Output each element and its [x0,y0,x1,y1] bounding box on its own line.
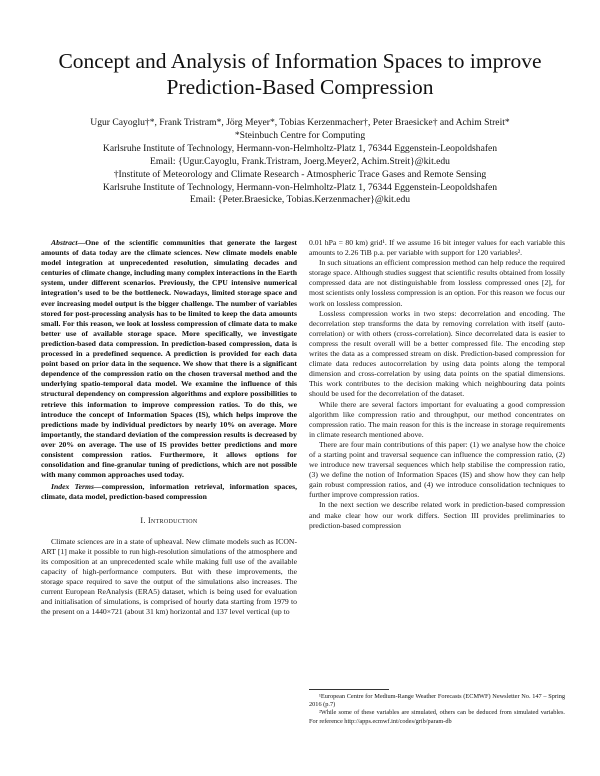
left-column [41,238,297,617]
index-terms-text: —compression, information retrieval, information spaces, climate, data model, prediction-based compression [41,482,297,502]
email-2: Email: {Peter.Braesicke, Tobias.Kerzenmacher}@kit.edu [189,194,411,206]
section-heading-introduction: I. Introduction [140,516,198,526]
right-paragraph-3: While there are several factors important for evaluating a good compression algorithm like compression ratio and throughput, our method concentrates on compression ratio. The main reason for this is the increase in storage requirements in climate research mentioned above. [309,399,565,439]
footnotes [309,689,565,726]
right-paragraph-4: There are four main contributions of this paper: (1) we analyse how the choice of a starting point and traversal sequence can influence the compression ratio, (2) we introduce new traversal sequences which help stabilise the compression ratio, (3) we define the notion of Information Spaces (IS) and show how they can help gain robust compression ratios, and (4) we introduce consolidation techniques to further improve compression ratios. [309,439,565,500]
right-paragraph-1: In such situations an efficient compression method can help reduce the required storage space. Although studies suggest that scientific results obtained from lossily compressed data are not distinguishable from lossless compressed ones [2], for most scientists only lossless compression is an option. For this reason we focus our work on lossless compression. [309,258,565,308]
right-paragraph-0: 0.01 hPa = 80 km) grid¹. If we assume 16 bit integer values for each variable this amounts to 2.26 TiB p.a. per variable with support for 120 variables². [309,238,565,258]
email-1: Email: {Ugur.Cayoglu, Frank.Tristram, Joerg.Meyer2, Achim.Streit}@kit.edu [150,155,450,167]
author-block [30,117,570,207]
intro-paragraph-1: Climate sciences are in a state of upheaval. New climate models such as ICON-ART [1] make it possible to run high-resolution simulations of the atmosphere and its composition at an unprecedented scale while making full use of the available capacity of high-performance computers. But with these improvements, the storage space required to save the output of the simulations also increases. The current European ReAnalysis (ERA5) dataset, which is being used for evaluation and initialisation of simulations, is comprised of hourly data starting from 1979 to the present on a 1440×721 (about 31 km) horizontal and 137 level vertical (up to [41,536,297,617]
footnote-2: ²While some of these variables are simulated, others can be deduced from simulated variables. For reference http://apps.ecmwf.int/codes/grib/param-db [309,709,565,725]
right-column [309,238,565,531]
address-1: Karlsruhe Institute of Technology, Hermann-von-Helmholtz-Platz 1, 76344 Eggenstein-Leopoldshafen [102,142,498,154]
abstract [41,238,297,480]
index-terms-lead: Index Terms [51,482,95,492]
right-paragraph-5: In the next section we describe related work in prediction-based compression and make clear how our work differs. Section III provides preliminaries to prediction-based compression [309,500,565,530]
index-terms [41,482,297,502]
right-paragraph-2: Lossless compression works in two steps: decorrelation and encoding. The decorrelation step transforms the data by removing correlation with itself (auto-correlation) or with others (cross-correlation). Since decorrelated data is easier to compress the result overall will be a better compressed file. The encoding step writes the data as a compressed stream on disk. Prediction-based compression for climate data reduces autocorrelation by using data points along the temporal dimension and cross-correlation by using data points on the spatial dimensions. This work contributes to the decision making which neighbouring data points should be used for the decorrelation of the dataset. [309,308,565,399]
affiliation-2: †Institute of Meteorology and Climate Research - Atmospheric Trace Gases and Remote Sensing [113,168,487,180]
author-list: Ugur Cayoglu†*, Frank Tristram*, Jörg Meyer*, Tobias Kerzenmacher†, Peter Braesicke† and Achim Streit* [90,117,510,128]
abstract-text: —One of the scientific communities that generate the largest amounts of data today are the climate sciences. New climate models enable model integration at unprecedented resolution, simulating decades and centuries of climate change, including many complex interactions in the Earth system, under different scenarios. Previously, the CPU intensive numerical integration’s used to be the bottleneck. Nowadays, limited storage space and ever increasing model output is the bigger challenge. The number of variables stored for post-processing analysis has to be limited to keep the data amounts small. For this reason, we look at lossless compression of climate data to make better use of available storage space. More specifically, we investigate prediction-based data compression. In prediction-based compression, data is processed in a predefined sequence. A prediction is provided for each data point based on prior data in the sequence. We show that there is a significant dependence of the compression ratio on the chosen traversal method and the underlying spatio-temporal data model. We examine the influence of this structural dependency on compression algorithms and explore possibilities to retrieve this information to improve compression ratios. To do this, we introduce the concept of Information Spaces (IS), which helps improve the predictions made by individual predictors by nearly 10% on average. More importantly, the standard deviation of the compression results is decreased by over 20% on average. The use of IS provides better predictions and more consistent compression ratios. Furthermore, it allows options for consolidation and fine-granular tuning of predictions, which are not possible with many common approaches used today. [41,238,297,480]
address-2: Karlsruhe Institute of Technology, Hermann-von-Helmholtz-Platz 1, 76344 Eggenstein-Leopoldshafen [102,181,498,193]
paper-title: Concept and Analysis of Information Spaces to improve Prediction-Based Compression [58,49,542,99]
footnote-rule [309,689,389,690]
footnote-1: ¹European Centre for Medium-Range Weather Forecasts (ECMWF) Newsletter No. 147 – Spring 2016 (p.7) [309,693,565,709]
affiliation-1: *Steinbuch Centre for Computing [234,129,366,141]
abstract-lead: Abstract [51,238,78,247]
